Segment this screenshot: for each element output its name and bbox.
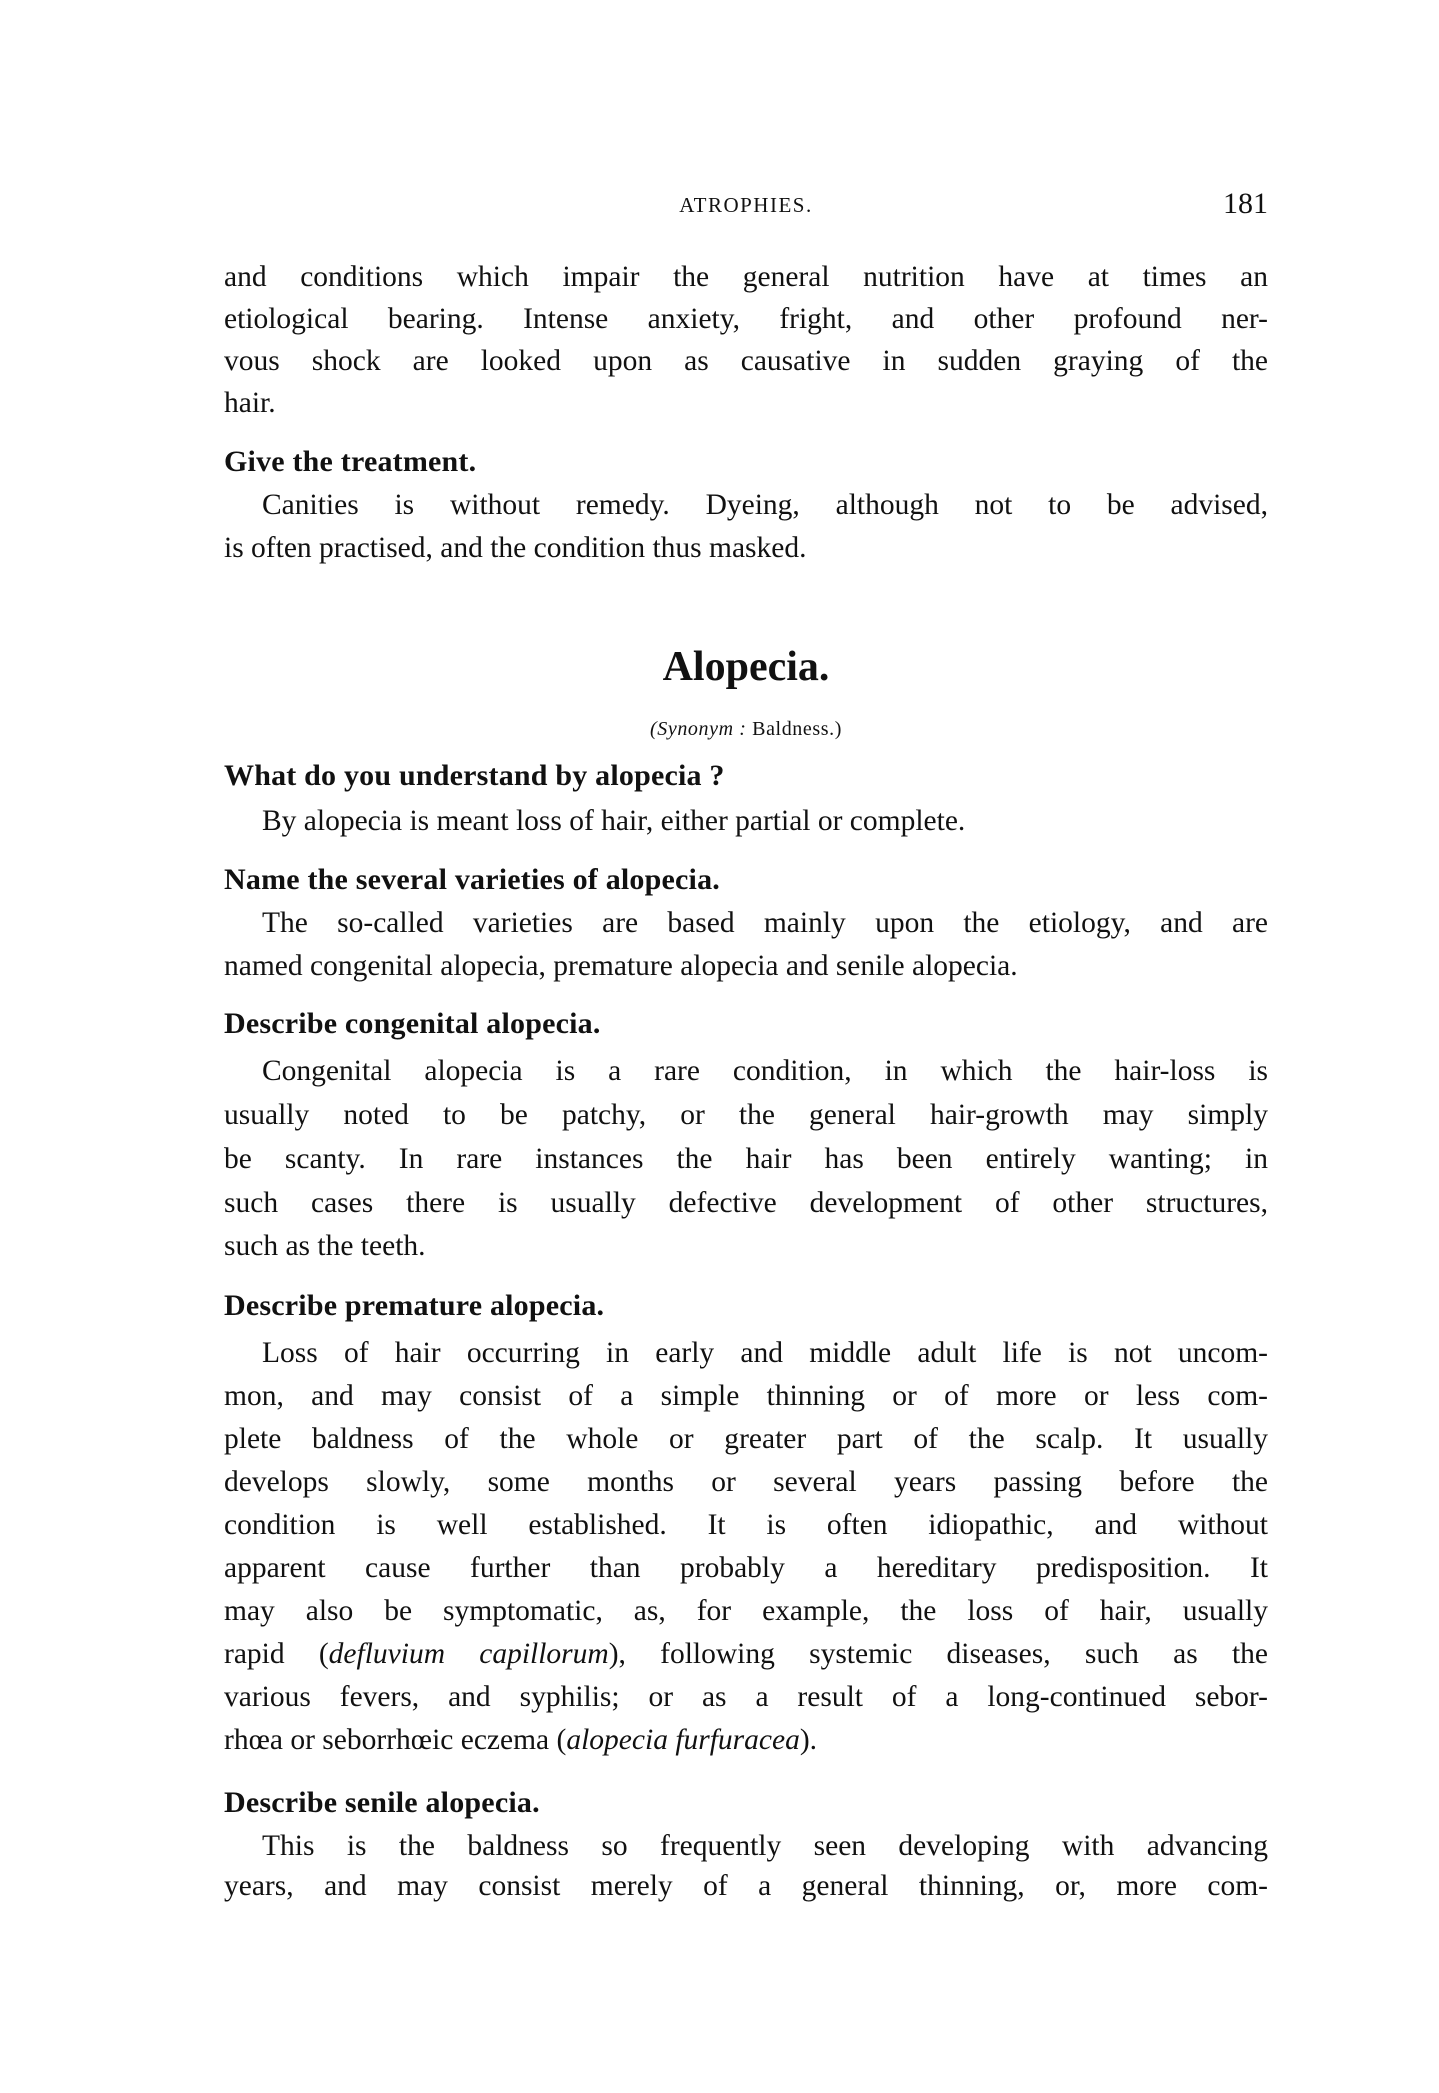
synonym-value: Baldness.) <box>752 718 843 740</box>
question-heading: Describe senile alopecia. <box>224 1786 540 1819</box>
latin-term: defluvium capillorum <box>328 1638 609 1670</box>
text-line: hair. <box>224 387 276 419</box>
text-line: Loss of hair occurring in early and middle adult life is not uncom- <box>262 1337 1268 1369</box>
latin-term: alopecia furfuracea <box>566 1724 800 1756</box>
text-line: This is the baldness so frequently seen developing with advancing <box>262 1830 1268 1862</box>
text-line: years, and may consist merely of a general thinning, or, more com- <box>224 1870 1268 1902</box>
text-line: and conditions which impair the general nutrition have at times an <box>224 261 1268 293</box>
text-line: apparent cause further than probably a hereditary predisposition. It <box>224 1552 1268 1584</box>
text-line <box>224 1636 1268 1672</box>
text-line <box>224 1722 1268 1758</box>
text-span: rhœa or seborrhœic eczema ( <box>224 1724 567 1756</box>
text-line: Canities is without remedy. Dyeing, although not to be advised, <box>262 489 1268 521</box>
page-number: 181 <box>1223 187 1268 220</box>
text-line: condition is well established. It is often idiopathic, and without <box>224 1509 1268 1541</box>
text-line: etiological bearing. Intense anxiety, fright, and other profound ner- <box>224 303 1268 335</box>
text-line: named congenital alopecia, premature alopecia and senile alopecia. <box>224 950 1018 982</box>
text-line: plete baldness of the whole or greater part of the scalp. It usually <box>224 1423 1268 1455</box>
text-line: Congenital alopecia is a rare condition, in which the hair-loss is <box>262 1055 1268 1087</box>
text-line: vous shock are looked upon as causative in sudden graying of the <box>224 345 1268 377</box>
text-span: ). <box>799 1724 818 1756</box>
question-heading: Name the several varieties of alopecia. <box>224 863 720 896</box>
running-head <box>224 187 1268 221</box>
text-line: be scanty. In rare instances the hair has been entirely wanting; in <box>224 1143 1268 1175</box>
running-head-title: ATROPHIES. <box>679 193 813 217</box>
text-span: rapid ( <box>224 1638 329 1670</box>
text-span: ), following systemic diseases, such as the <box>608 1638 1268 1670</box>
text-line: various fevers, and syphilis; or as a result of a long-continued sebor- <box>224 1681 1268 1713</box>
text-line: develops slowly, some months or several years passing before the <box>224 1466 1268 1498</box>
section-title: Alopecia. <box>662 644 830 690</box>
text-line: is often practised, and the condition thus masked. <box>224 532 807 564</box>
question-heading: What do you understand by alopecia ? <box>224 759 725 792</box>
text-line: such cases there is usually defective development of other structures, <box>224 1187 1268 1219</box>
text-line: usually noted to be patchy, or the general hair-growth may simply <box>224 1099 1268 1131</box>
question-heading: Give the treatment. <box>224 445 477 478</box>
text-line: The so-called varieties are based mainly upon the etiology, and are <box>262 907 1268 939</box>
text-line: such as the teeth. <box>224 1230 426 1262</box>
question-heading: Describe premature alopecia. <box>224 1289 605 1322</box>
text-line: may also be symptomatic, as, for example, the loss of hair, usually <box>224 1595 1268 1627</box>
synonym-label: (Synonym : <box>649 718 747 740</box>
section-synonym <box>224 716 1268 742</box>
text-line: mon, and may consist of a simple thinning or of more or less com- <box>224 1380 1268 1412</box>
text-line: By alopecia is meant loss of hair, either partial or complete. <box>262 805 966 837</box>
question-heading: Describe congenital alopecia. <box>224 1007 601 1040</box>
